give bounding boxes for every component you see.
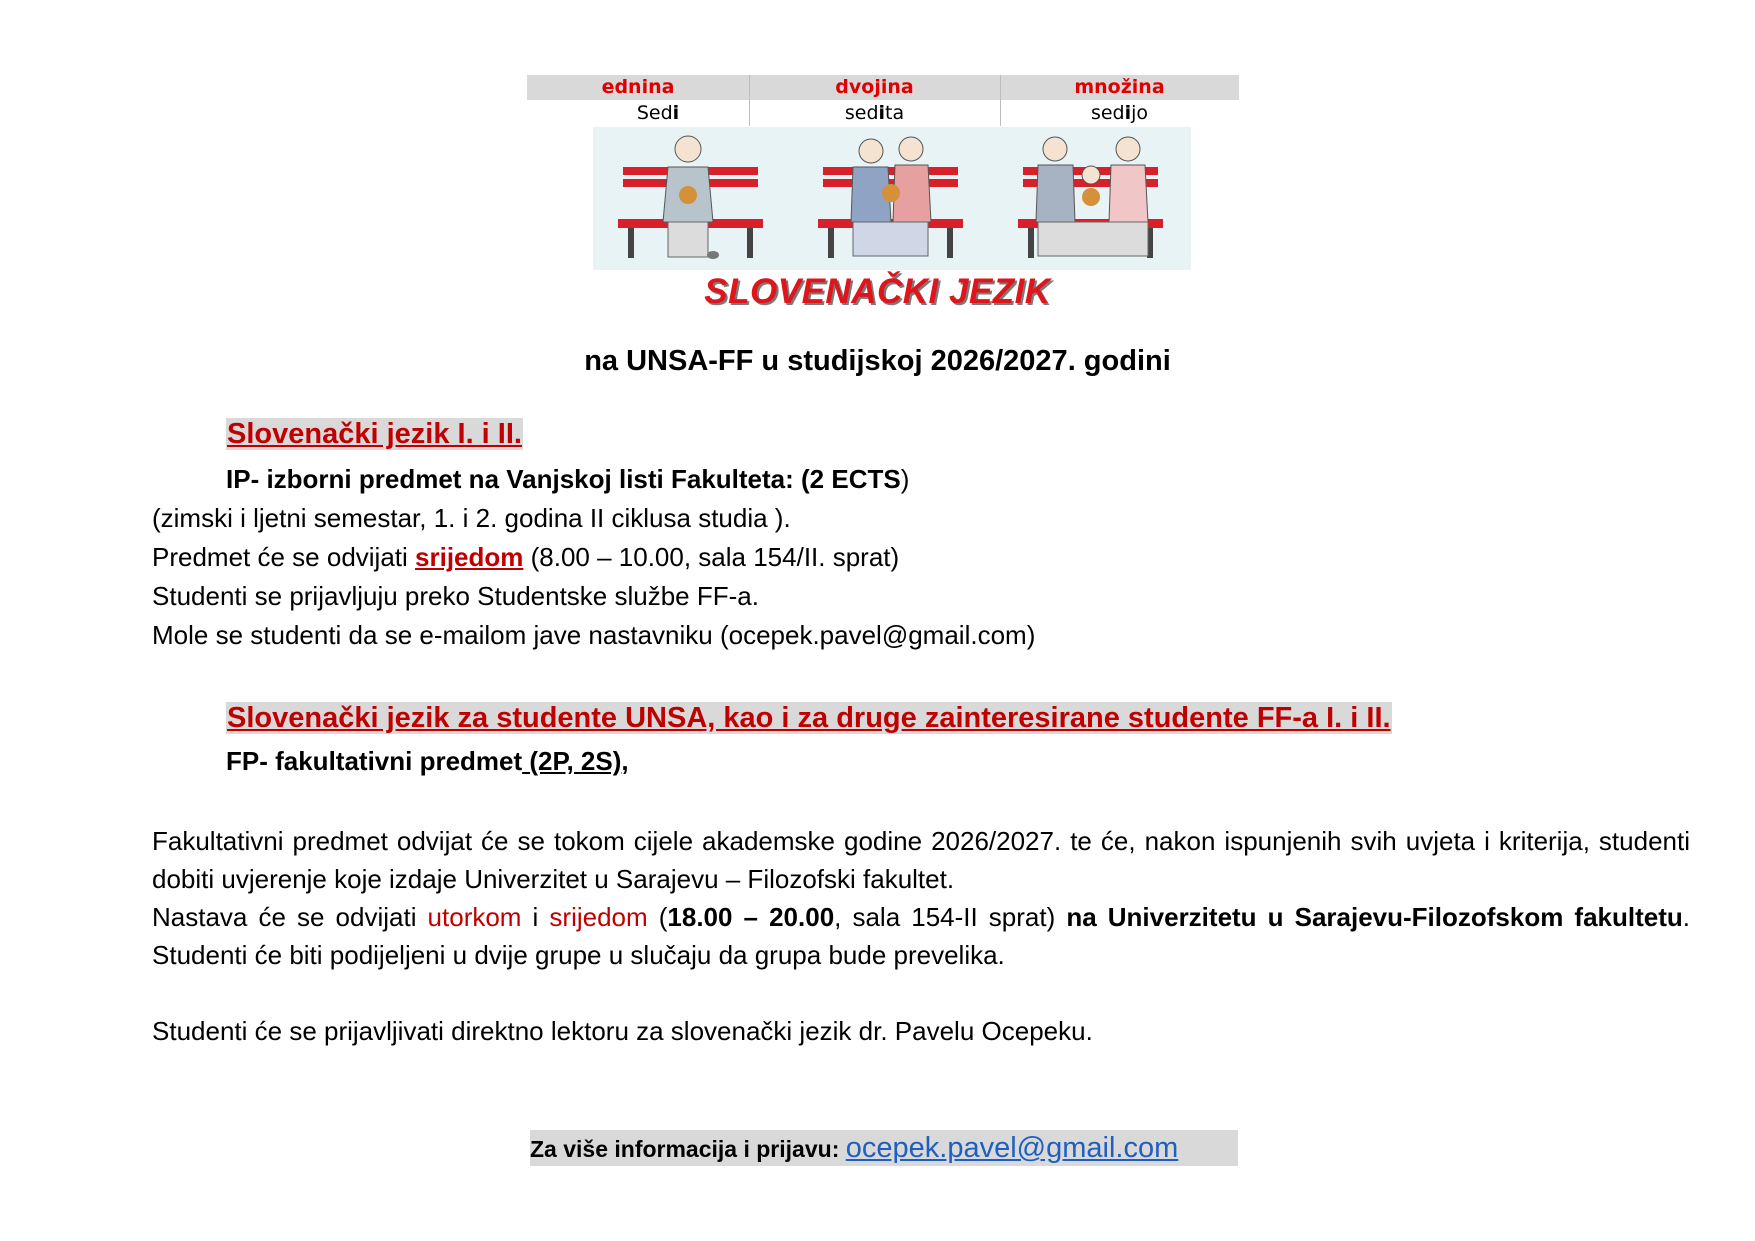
form-plural: sedijo [1090,102,1149,124]
form-dual: sedita [844,102,905,124]
header-singular: ednina [601,76,675,98]
page-title: SLOVENAČKI JEZIK [704,272,1051,311]
section1-registration: Studenti se prijavljuju preko Studentske službe FF-a. [152,581,759,611]
section1-semester: (zimski i ljetni semestar, 1. i 2. godina II ciklusa studia ). [152,503,791,533]
section2-paragraph2: Nastava će se odvijati utorkom i srijedom (18.00 – 20.00, sala 154-II sprat) na Univerzitetu u Sarajevu-Filozofskom fakultetu. Studenti će biti podijeljeni u dvije grupe u slučaju da grupa bude prevelika. [152,902,1690,970]
family-on-bench-illustration [993,127,1191,270]
section1-type: IP- izborni predmet na Vanjskoj listi Fakulteta: (2 ECTS) [226,464,910,494]
section2-paragraph3: Studenti će se prijavljivati direktno lektoru za slovenački jezik dr. Pavelu Ocepeku. [152,1016,1093,1046]
section2-type: FP- fakultativni predmet (2P, 2S), [226,746,629,776]
section1-heading: Slovenački jezik I. i II. [227,418,522,450]
man-on-bench-illustration [593,127,791,270]
section2-paragraph1: Fakultativni predmet odvijat će se tokom cijele akademske godine 2026/2027. te će, nakon ispunjenih svih uvjeta i kriterija, studenti dobiti uvjerenje koje izdaje Univerzitet u Sarajevu – Filozofski fakultet. [152,826,1690,894]
header-dual: dvojina [835,76,914,98]
page-subtitle: na UNSA-FF u studijskoj 2026/2027. godini [584,345,1171,377]
header-plural: množina [1074,76,1165,98]
section2-heading: Slovenački jezik za studente UNSA, kao i za druge zainteresirane studente FF-a I. i II. [227,702,1391,734]
section1-contact: Mole se studenti da se e-mailom jave nastavniku (ocepek.pavel@gmail.com) [152,620,1036,650]
bench-illustrations [593,127,1191,270]
email-link[interactable]: ocepek.pavel@gmail.com [845,1132,1179,1164]
couple-on-bench-illustration [793,127,991,270]
footer-contact: Za više informacija i prijavu: ocepek.pavel@gmail.com [530,1130,1238,1166]
form-singular: Sedi [636,102,680,124]
footer-label: Za više informacija i prijavu [530,1136,832,1162]
section1-schedule: Predmet će se odvijati srijedom (8.00 – 10.00, sala 154/II. sprat) [152,542,900,572]
